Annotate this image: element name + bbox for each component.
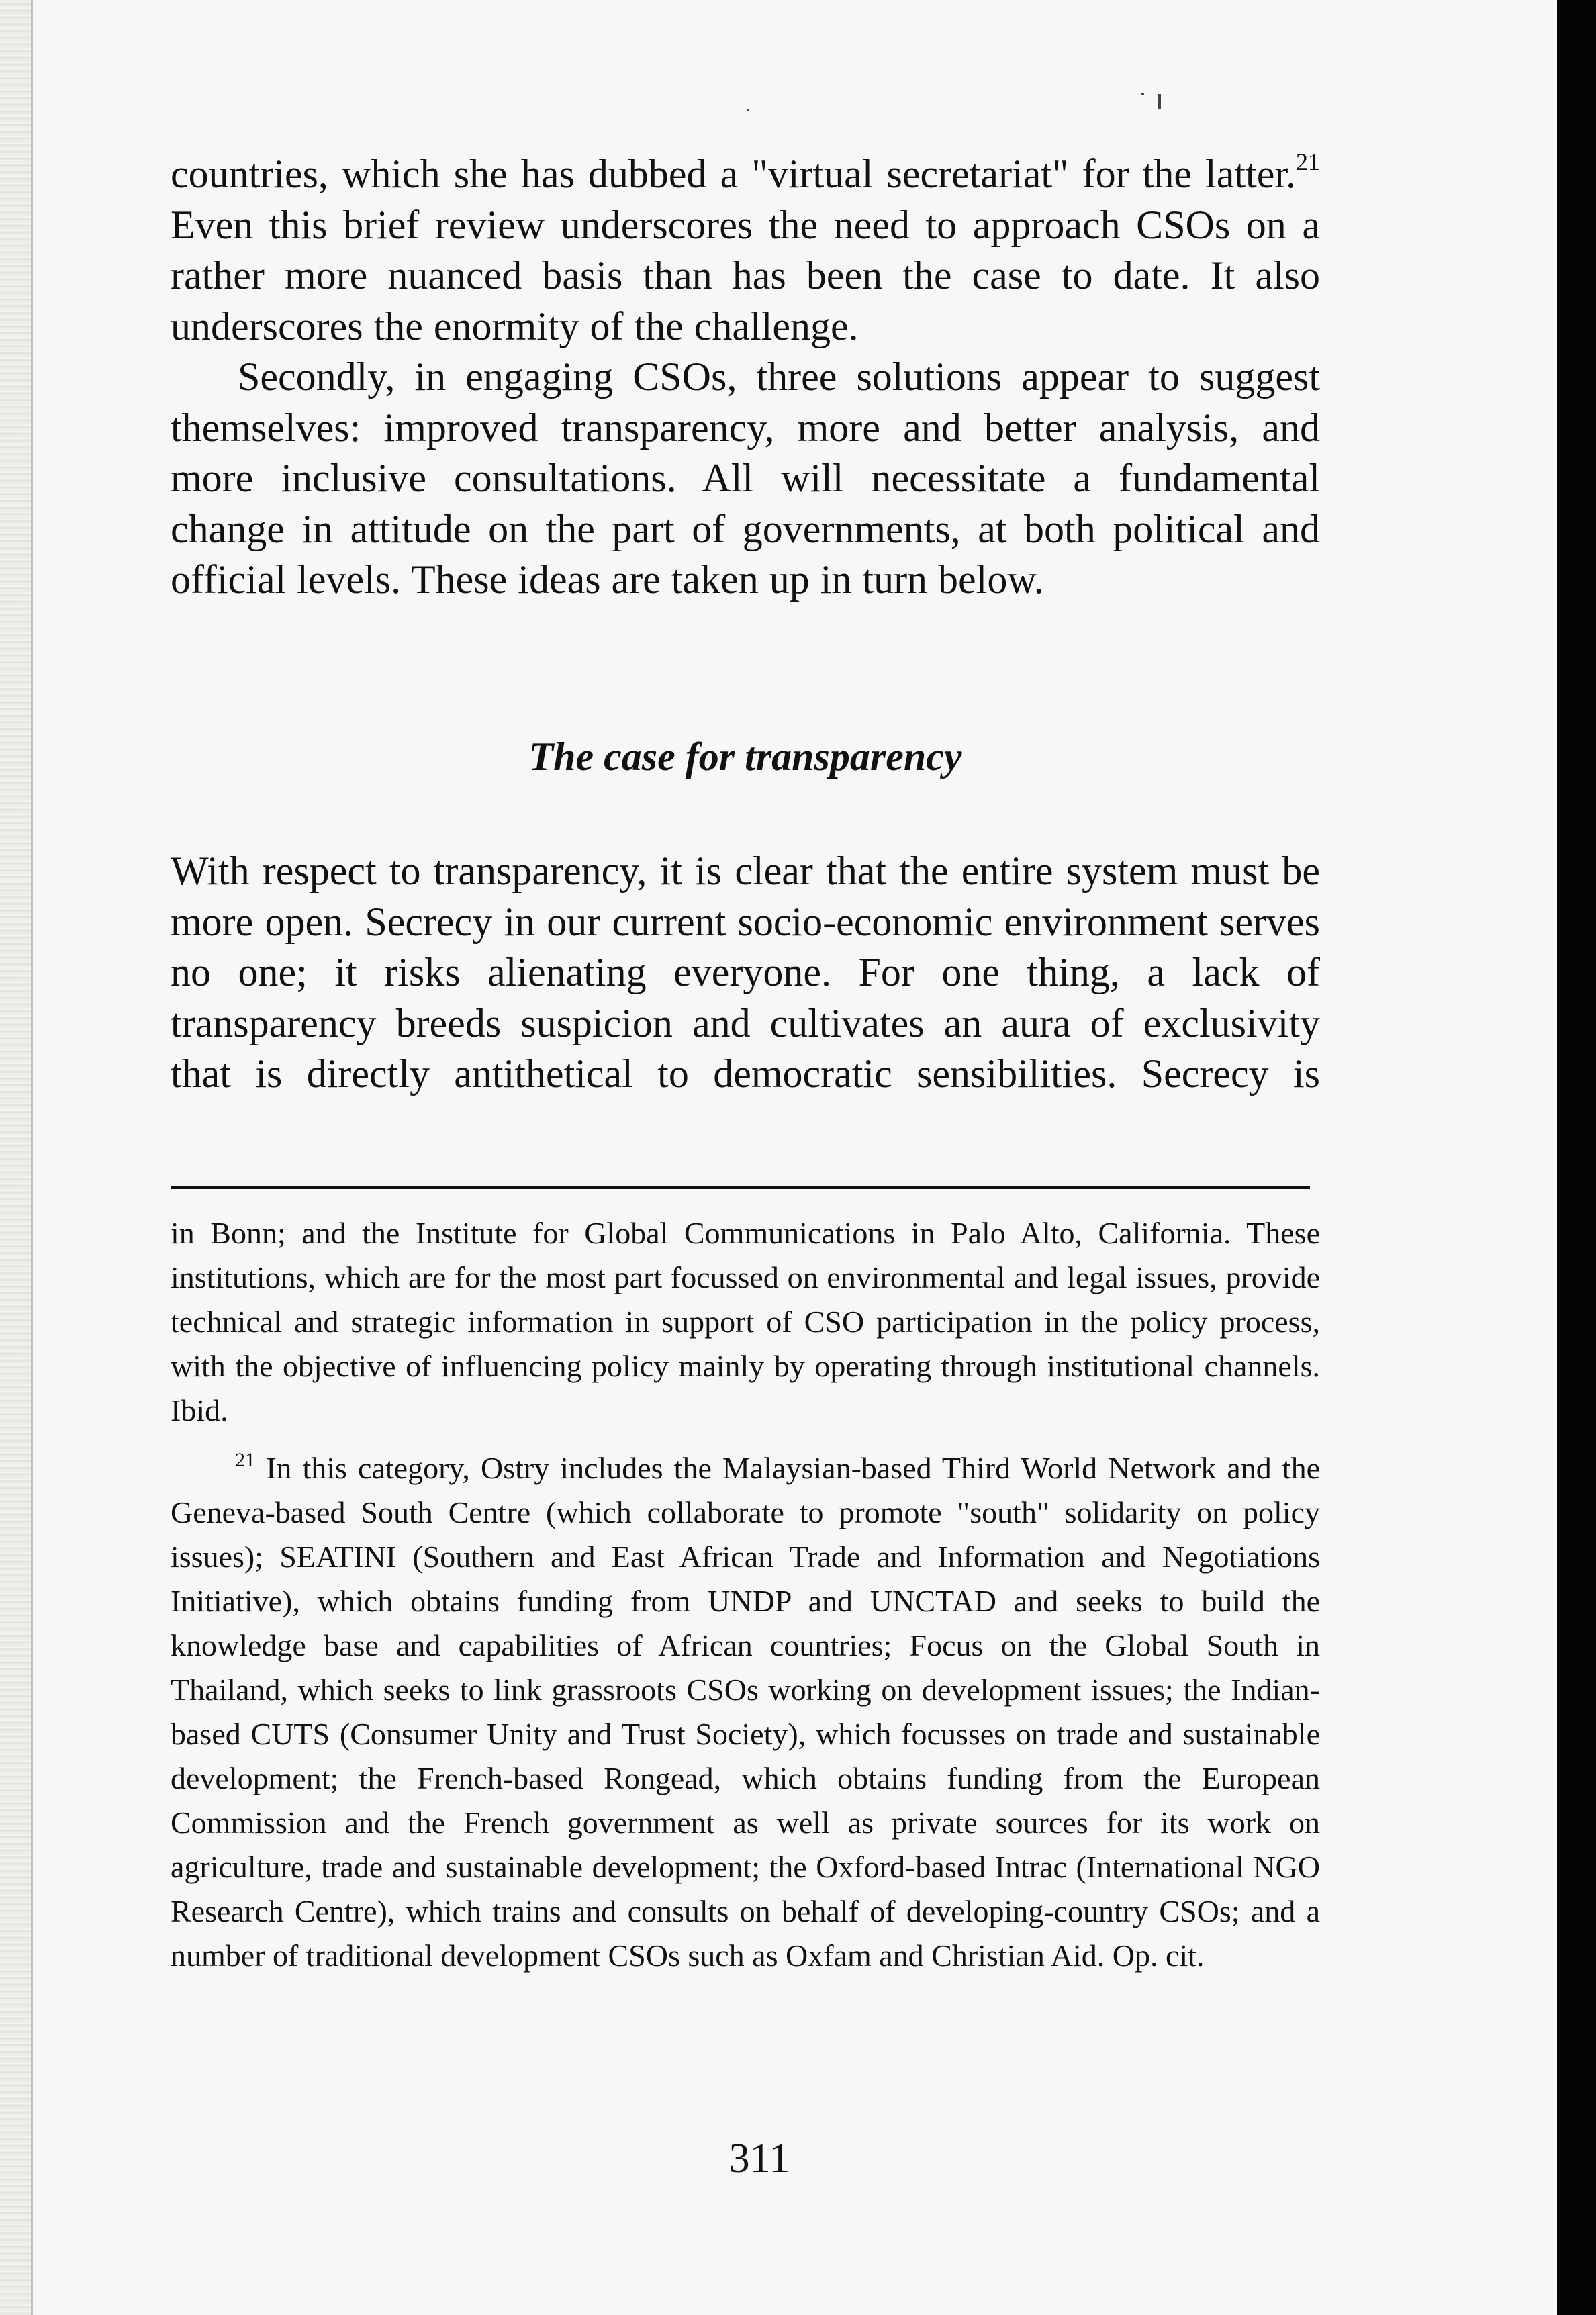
footnote-21-text: In this category, Ostry includes the Malaysian-based Third World Network and the Geneva-based South Centre (which collaborate to promote "south" solidarity on policy issues); SEATINI (Southern and East African Trade and Information and Negotiations Initiative), which obtains funding from UNDP and UNCTAD and seeks to build the knowledge base and capabilities of African countries; Focus on the Global South in Thailand, which seeks to link grassroots CSOs working on development issues; the Indian-based CUTS (Consumer Unity and Trust Society), which focusses on trade and sustainable development; the French-based Rongead, which obtains funding from the European Commission and the French government as well as private sources for its work on agriculture, trade and sustainable development; the Oxford-based Intrac (International NGO Research Centre), which trains and consults on behalf of developing-country CSOs; and a number of traditional development CSOs such as Oxfam and Christian Aid. Op. cit.: [171, 1451, 1320, 1973]
page-number: 311: [729, 2136, 790, 2181]
scan-speck: [747, 109, 749, 111]
paragraph-transparency: With respect to transparency, it is clear that the entire system must be more open. Secrecy in our current socio-economic environment serves no one; it risks alienating everyone. For one thing, a lack of transparency breeds suspicion and cultivates an aura of exclusivity that is directly antithetical to democratic sensibilities. Secrecy is: [171, 849, 1320, 1096]
footnote-21: [171, 1446, 1320, 1978]
footnote-separator: [171, 1186, 1310, 1189]
scan-speck: [1141, 93, 1144, 95]
paragraph-secondly: Secondly, in engaging CSOs, three solutions appear to suggest themselves: improved transparency, more and better analysis, and more inclusive consultations. All will necessitate a fundamental change in attitude on the part of governments, at both political and official levels. These ideas are taken up in turn below.: [171, 355, 1320, 602]
scan-dark-border: [1557, 0, 1596, 2315]
page-binding-line: [31, 0, 33, 2315]
paragraph-continuation: [171, 149, 1320, 352]
body-text-section: [171, 846, 1320, 1100]
scan-speck: [1158, 94, 1161, 109]
footnote-reference-21: 21: [1296, 148, 1320, 175]
paragraph-text-continued: Even this brief review underscores the need to approach CSOs on a rather more nuanced basis than has been the case to date. It also underscores the enormity of the challenge.: [171, 202, 1320, 348]
footnote-marker-21: 21: [235, 1449, 255, 1471]
section-heading: The case for transparency: [528, 735, 962, 779]
body-text-top: [171, 149, 1320, 606]
footnote-continued: in Bonn; and the Institute for Global Communications in Palo Alto, California. These institutions, which are for the most part focussed on environmental and legal issues, provide technical and strategic information in support of CSO participation in the policy process, with the objective of influencing policy mainly by operating through institutional channels. Ibid.: [171, 1216, 1320, 1427]
scan-left-edge: [0, 0, 32, 2315]
footnotes: [171, 1211, 1320, 1978]
paragraph-text: countries, which she has dubbed a "virtual secretariat" for the latter.: [171, 152, 1296, 196]
